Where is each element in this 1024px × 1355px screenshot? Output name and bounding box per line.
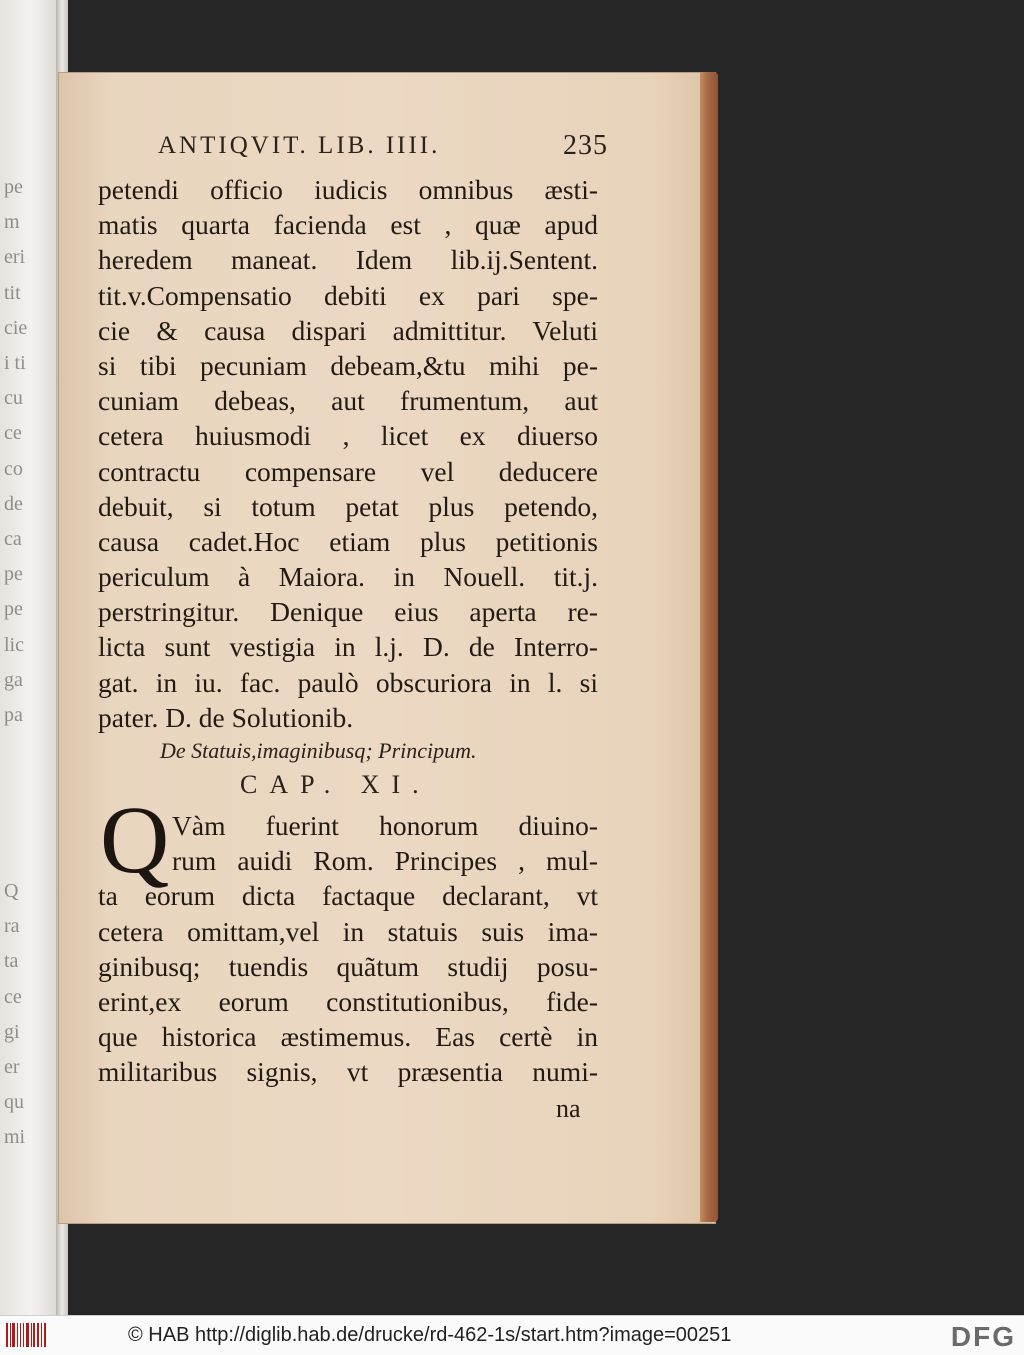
text-line: debuit, si totum petat plus petendo, [98, 490, 598, 522]
previous-page-fragment [0, 804, 52, 839]
text-line: cetera omittam,vel in statuis suis ima- [98, 915, 598, 947]
text-line: licta sunt vestigia in l.j. D. de Interro- [98, 631, 598, 663]
previous-page-fragment: eri [4, 246, 26, 269]
previous-page-text [0, 170, 52, 1149]
previous-page-fragment: mi [4, 1126, 26, 1149]
previous-page-fragment [0, 733, 52, 768]
previous-page-fragment: ca [4, 528, 22, 551]
previous-page-fragment: tit [4, 281, 21, 304]
barcode-icon [6, 1323, 46, 1347]
text-line: periculum à Maiora. in Nouell. tit.j. [98, 561, 598, 593]
text-line: cetera huiusmodi , licet ex diuerso [98, 420, 598, 452]
text-line: que historica æstimemus. Eas certè in [98, 1021, 598, 1053]
text-line: heredem maneat. Idem lib.ij.Sentent. [98, 244, 598, 276]
previous-page-fragment: ce [4, 985, 22, 1008]
running-head-title: ANTIQVIT. LIB. IIII. [158, 132, 441, 159]
running-head [158, 132, 608, 168]
text-line: perstringitur. Denique eius aperta re- [98, 596, 598, 628]
text-line: si tibi pecuniam debeam,&tu mihi pe- [98, 349, 598, 381]
previous-page-fragment: pe [4, 176, 23, 198]
text-line: tit.v.Compensatio debiti ex pari spe- [98, 279, 598, 311]
body-text-part2 [98, 808, 598, 1090]
previous-page-fragment: pe [4, 598, 23, 621]
previous-page-fragment: cie [4, 316, 28, 339]
page-edge [700, 72, 718, 1222]
previous-page-fragment: pa [4, 704, 23, 727]
text-line: cuniam debeas, aut frumentum, aut [98, 385, 598, 417]
previous-page-fragment: i ti [4, 352, 26, 375]
text-line: gat. in iu. fac. paulò obscuriora in l. si [98, 666, 598, 698]
previous-page-fragment: ra [4, 915, 20, 938]
chapter-number: CAP. XI. [240, 770, 431, 799]
previous-page-fragment: ga [4, 668, 23, 691]
previous-page-fragment: qu [4, 1091, 24, 1114]
previous-page-fragment: de [4, 492, 23, 515]
previous-page-fragment [0, 768, 52, 803]
previous-page-fragment: ta [4, 950, 19, 973]
previous-page-fragment [0, 839, 52, 874]
previous-page-fragment: cu [4, 387, 23, 410]
text-line: causa cadet.Hoc etiam plus petitionis [98, 525, 598, 557]
text-line: rum auidi Rom. Principes , mul- [172, 845, 598, 877]
viewer-footer [0, 1315, 1024, 1355]
previous-page-fragment: lic [4, 633, 24, 656]
text-line: matis quarta facienda est , quæ apud [98, 209, 598, 241]
text-line: contractu compensare vel deducere [98, 455, 598, 487]
previous-page-fragment: m [4, 211, 20, 234]
page-number: 235 [563, 130, 608, 161]
previous-page-fragment: co [4, 457, 23, 480]
text-line: erint,ex eorum constitutionibus, fide- [98, 985, 598, 1017]
text-line: petendi officio iudicis omnibus æsti- [98, 174, 598, 205]
catchword: na [556, 1094, 581, 1123]
text-line: militaribus signis, vt præsentia numi- [98, 1056, 598, 1088]
text-line: pater. D. de Solutionib. [98, 701, 354, 733]
text-line: Vàm fuerint honorum diuino- [172, 810, 598, 841]
dfg-logo[interactable]: DFG [950, 1321, 1016, 1352]
drop-cap: Q [100, 786, 170, 893]
previous-page-fragment: Q [4, 880, 19, 903]
previous-page-fragment: gi [4, 1020, 20, 1043]
chapter-title: De Statuis,imaginibusq; Principum. [160, 738, 477, 763]
previous-page-fragment: ce [4, 422, 22, 445]
previous-page-fragment: er [4, 1056, 20, 1079]
source-link[interactable]: © HAB http://diglib.hab.de/drucke/rd-462-1s/start.htm?image=00251 [128, 1324, 732, 1346]
text-line: cie & causa dispari admittitur. Veluti [98, 314, 598, 346]
text-line: ginibusq; tuendis quãtum studij posu- [98, 950, 598, 982]
body-text-part1 [98, 172, 598, 735]
previous-page-fragment: pe [4, 563, 23, 586]
text-line: ta eorum dicta factaque declarant, vt [98, 880, 598, 912]
